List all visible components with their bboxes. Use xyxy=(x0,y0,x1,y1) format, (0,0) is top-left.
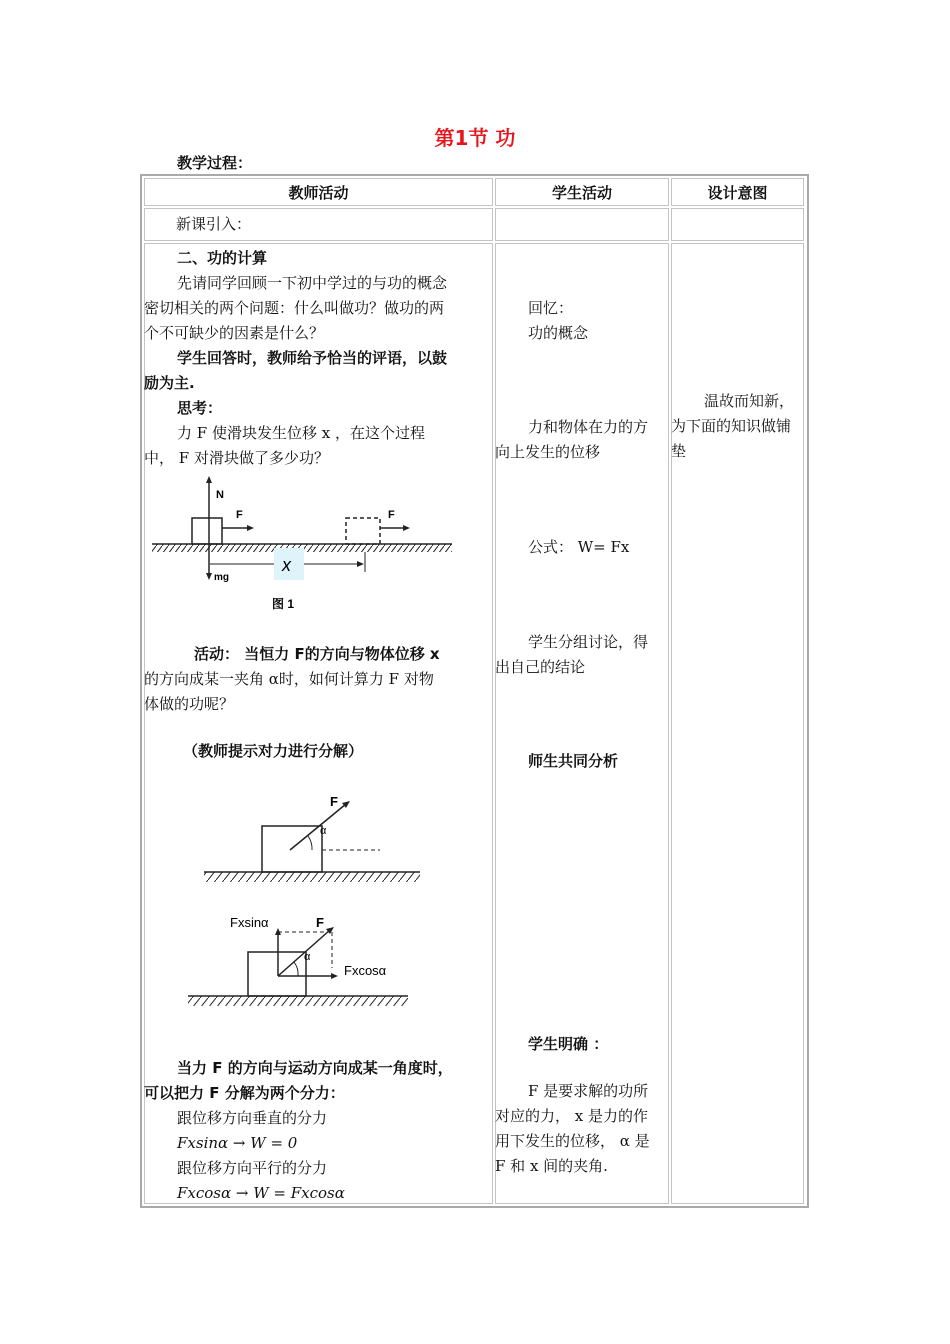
student-definition-line: 向上发生的位移 xyxy=(495,443,601,461)
parallel-component-equation: Fxcosα → W = Fxcosα xyxy=(177,1184,345,1202)
teacher-note-line: 学生回答时，教师给予恰当的评语，以鼓 xyxy=(177,349,448,367)
activity-line: 的方向成某一夹角 α时，如何计算力 F 对物 xyxy=(144,670,434,688)
think-question-line: 中， F 对滑块做了多少功？ xyxy=(144,449,329,467)
perpendicular-component-label: 跟位移方向垂直的分力 xyxy=(177,1109,328,1127)
angle-label: α xyxy=(320,825,327,837)
figure-3-force-decomposition xyxy=(184,908,424,1018)
ground-hatch xyxy=(188,996,408,1006)
student-discussion-line: 出自己的结论 xyxy=(495,658,586,676)
gravity-label: mg xyxy=(214,572,229,583)
displacement-arrowhead xyxy=(357,561,364,567)
intro-student-cell xyxy=(495,208,669,241)
header-student: 学生活动 xyxy=(495,178,669,206)
section-heading: 二、功的计算 xyxy=(177,249,268,267)
conclusion-line: 可以把力 F 分解为两个分力： xyxy=(144,1084,345,1102)
student-cell xyxy=(495,243,669,1204)
ground-hatch xyxy=(204,872,420,882)
figure-2-angled-force xyxy=(200,790,430,890)
recall-question-line: 先请同学回顾一下初中学过的与功的概念 xyxy=(177,274,448,292)
angle-arc xyxy=(308,836,312,850)
angle-label: α xyxy=(304,951,311,963)
design-intent-line: 温故而知新， xyxy=(704,392,795,410)
force-label-1: F xyxy=(236,509,243,521)
student-definition-line: 力和物体在力的方 xyxy=(528,418,649,436)
recall-question-line: 密切相关的两个问题：什么叫做功？做功的两 xyxy=(144,299,445,317)
force-label: F xyxy=(330,794,338,809)
student-clear-label: 学生明确 ： xyxy=(528,1035,609,1053)
think-label: 思考： xyxy=(177,399,223,417)
student-explanation-line: F 是要求解的功所 xyxy=(528,1082,649,1100)
activity-line: 活动： 当恒力 F的方向与物体位移 x xyxy=(194,645,440,663)
figure-1-sliding-block xyxy=(144,474,464,614)
block-displaced xyxy=(346,518,380,544)
student-explanation-line: 对应的力， x 是力的作 xyxy=(495,1107,648,1125)
student-concept: 功的概念 xyxy=(528,324,589,342)
force-arrowhead-2 xyxy=(403,525,410,531)
normal-force-label: N xyxy=(216,489,224,501)
header-teacher: 教师活动 xyxy=(144,178,493,206)
perpendicular-component-equation: Fxsinα → W = 0 xyxy=(177,1134,298,1152)
intro-intent-cell xyxy=(671,208,804,241)
angle-arc xyxy=(294,962,298,976)
force-arrowhead-1 xyxy=(247,525,254,531)
activity-line: 体做的功呢？ xyxy=(144,695,235,713)
intent-cell xyxy=(671,243,804,1204)
recall-question-line: 个不可缺少的因素是什么？ xyxy=(144,324,325,342)
design-intent-line: 为下面的知识做铺 xyxy=(671,417,792,435)
normal-force-arrowhead xyxy=(206,476,212,483)
force-arrow xyxy=(290,804,346,850)
horizontal-component-arrowhead xyxy=(331,973,338,979)
conclusion-line: 当力 F 的方向与运动方向成某一角度时， xyxy=(177,1059,453,1077)
student-discussion-line: 学生分组讨论，得 xyxy=(528,633,649,651)
teacher-hint: （教师提示对力进行分解） xyxy=(183,742,364,760)
force-label-2: F xyxy=(388,509,395,521)
intro-cell xyxy=(144,208,493,241)
section-subtitle: 教学过程： xyxy=(177,154,253,172)
student-explanation-line: F 和 x 间的夹角. xyxy=(495,1157,608,1175)
header-intent: 设计意图 xyxy=(671,178,804,206)
displacement-label: x xyxy=(282,555,291,575)
parallel-component-label: 跟位移方向平行的分力 xyxy=(177,1159,328,1177)
vertical-component-label: Fxsinα xyxy=(230,915,269,930)
block xyxy=(192,518,222,544)
page-title: 第1节 功 xyxy=(434,126,516,150)
intro-text: 新课引入： xyxy=(176,215,252,233)
gravity-arrowhead xyxy=(206,573,212,580)
think-question-line: 力 F 使滑块发生位移 x ，在这个过程 xyxy=(177,424,425,442)
student-recall-label: 回忆： xyxy=(528,299,574,317)
student-joint-analysis: 师生共同分析 xyxy=(528,752,619,770)
figure-1-caption: 图 1 xyxy=(272,597,295,611)
student-explanation-line: 用下发生的位移， α 是 xyxy=(495,1132,650,1150)
force-label: F xyxy=(316,915,324,930)
teacher-note-line: 励为主. xyxy=(144,374,195,392)
design-intent-line: 垫 xyxy=(671,442,687,460)
student-formula: 公式： W= Fx xyxy=(528,538,630,556)
horizontal-component-label: Fxcosα xyxy=(344,963,387,978)
